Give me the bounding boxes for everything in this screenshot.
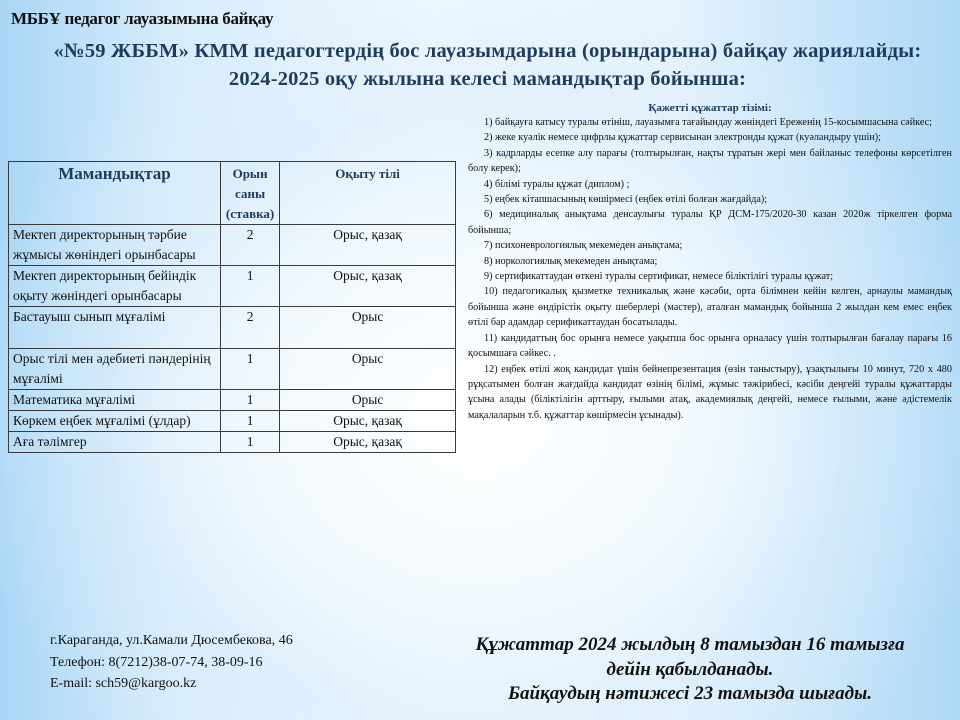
required-documents (468, 101, 952, 423)
table-row (9, 266, 456, 307)
phone: Телефон: 8(7212)38-07-74, 38-09-16 (50, 654, 263, 670)
cell-language: Орыс, қазақ (280, 266, 456, 307)
page-title (20, 37, 955, 93)
header-specialty: Мамандықтар (9, 162, 221, 225)
cell-language: Орыс, қазақ (280, 225, 456, 266)
title-line-1: «№59 ЖББМ» КММ педагогтердің бос лауазымдарына (орындарына) байқау жариялайды: (53, 40, 922, 62)
table-row (9, 307, 456, 349)
cell-language: Орыс, қазақ (280, 411, 456, 432)
document-item: 11) кандидаттың бос орынға немесе уақытша бос орынға орналасу үшін толтырылған бағалау парағы 16 қосымшаға сәйкес. . (468, 332, 952, 360)
cell-specialty: Бастауыш сынып мұғалімі (9, 307, 221, 349)
cell-specialty: Мектеп директорының бейіндік оқыту жөніндегі орынбасары (9, 266, 221, 307)
table-row (9, 349, 456, 390)
document-item: 12) еңбек өтілі жоқ кандидат үшін бейнепрезентация (өзін таныстыру), ұзақтылығы 10 минут, 720 х 480 рұқсатымен болған жағдайда кандидат өзінің білімі, жұмыс тәжірибесі, кәсіби деңгейі туралы құжаттарды ұсына алады (біліктілігін арттыру, ғылыми атақ, академиялық деңгейі, немесе ғылыми, және әдістемелік мақалаларын т.б. құжаттар көшірмесін ұсынады). (468, 363, 952, 421)
table-row (9, 225, 456, 266)
document-item: 6) медициналық анықтама денсаулығы туралы ҚР ДСМ-175/2020-30 казан 2020ж тіркелген форма бойынша; (468, 209, 952, 236)
document-item: 3) кадрларды есепке алу парағы (толтырылған, нақты тұратын жері мен байланыс телефоны көрсетілген болу керек); (468, 147, 952, 175)
cell-language: Орыс, қазақ (280, 432, 456, 453)
cell-count: 2 (220, 225, 279, 266)
document-item: 10) педагогикалық қызметке техникалық және кәсәби, орта білімнен кейін келген, арнаулы мамандық бойынша және өндірістік оқыту шеберлері (мастер), аталған мамандық бойынша 2 жылдан кем емес еңбек өтілі бар адамдар серификаттаудан босатылады. (468, 286, 952, 329)
top-label: МББҰ педагог лауазымына байқау (11, 9, 274, 28)
document-item: 4) білімі туралы құжат (диплом) ; (484, 178, 630, 190)
document-item: 2) жеке куәлік немесе цифрлы құжаттар сервисынан электронды құжат (куәландыру үшін); (484, 132, 881, 144)
document-item: 1) байқауға катысу туралы өтініш, лауазымға тағайындау жөніндегі Ереженің 15-косымшасына сәйкес; (484, 117, 932, 128)
vacancies-table (8, 161, 456, 453)
cell-specialty: Математика мұғалімі (9, 390, 221, 411)
cell-count: 1 (220, 390, 279, 411)
address: г.Караганда, ул.Камали Дюсембекова, 46 (50, 633, 293, 648)
cell-count: 1 (220, 266, 279, 307)
document-item: 8) норкологиялық мекемеден анықтама; (484, 255, 658, 267)
cell-specialty: Аға тәлімгер (9, 432, 221, 453)
table-header-row (9, 162, 456, 225)
table-row (9, 411, 456, 432)
cell-count: 1 (220, 411, 279, 432)
results-date: Байқаудың нәтижесі 23 тамызда шығады. (507, 683, 873, 704)
cell-count: 2 (220, 307, 279, 349)
cell-count: 1 (220, 349, 279, 390)
document-item: 7) психоневрологиялық мекемеден анықтама; (484, 240, 683, 252)
cell-language: Орыс (280, 349, 456, 390)
document-item: 9) сертификаттаудан өткені туралы сертификат, немесе біліктілігі туралы құжат; (484, 271, 834, 283)
deadline-line-1: Құжаттар 2024 жылдың 8 тамыздан 16 тамызға (475, 634, 905, 655)
deadline-line-2: дейін қабылданады. (606, 658, 774, 680)
table-row (9, 390, 456, 411)
document-item: 5) еңбек кітапшасының көшірмесі (еңбек өтілі болған жағдайда); (484, 194, 768, 206)
documents-heading: Қажетті құжаттар тізімі: (648, 102, 772, 114)
email: E-mail: sch59@kargoo.kz (50, 676, 197, 691)
cell-language: Орыс (280, 307, 456, 349)
header-language: Оқыту тілі (280, 162, 456, 225)
title-line-2: 2024-2025 оқу жылына келесі мамандықтар бойынша: (228, 68, 747, 90)
cell-specialty: Көркем еңбек мұғалімі (ұлдар) (9, 411, 221, 432)
cell-specialty: Мектеп директорының тәрбие жұмысы жөніндегі орынбасары (9, 225, 221, 266)
table-row (9, 432, 456, 453)
contact-info (50, 630, 293, 695)
deadline-notice (430, 633, 950, 707)
cell-specialty: Орыс тілі мен әдебиеті пәндерінің мұғалімі (9, 349, 221, 390)
header-count: Орын саны (ставка) (220, 162, 279, 225)
cell-language: Орыс (280, 390, 456, 411)
cell-count: 1 (220, 432, 279, 453)
